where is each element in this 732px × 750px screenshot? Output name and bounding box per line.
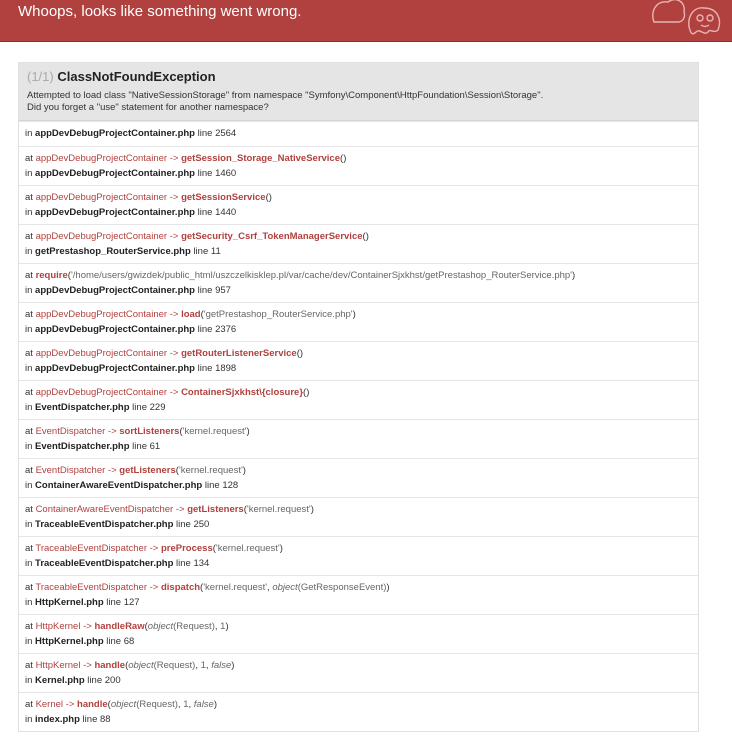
trace-line-number: 2376 <box>215 324 237 335</box>
trace-line-number: 2564 <box>215 128 237 139</box>
trace-row <box>19 614 698 653</box>
trace-class: EventDispatcher <box>35 465 106 476</box>
trace-at-label: at <box>25 621 36 632</box>
trace-line-label: line <box>194 168 216 179</box>
trace-row <box>19 419 698 458</box>
trace-row <box>19 121 698 146</box>
trace-line-number: 88 <box>100 714 111 725</box>
trace-arg: 'kernel.request' <box>182 426 247 437</box>
trace-arrow: -> <box>173 504 188 515</box>
trace-location <box>25 517 692 532</box>
trace-row <box>19 341 698 380</box>
trace-row <box>19 458 698 497</box>
trace-method: preProcess <box>160 543 213 554</box>
trace-method: getSession_Storage_NativeService <box>181 153 341 164</box>
trace-arg-class: (Request) <box>153 660 196 671</box>
trace-row <box>19 536 698 575</box>
trace-arg-sep: , <box>177 699 184 710</box>
trace-row <box>19 224 698 263</box>
trace-arg: 'kernel.request' <box>215 543 280 554</box>
trace-paren-open: ( <box>340 153 344 164</box>
trace-paren-open: ( <box>144 621 148 632</box>
trace-call <box>25 615 692 634</box>
trace-file: HttpKernel.php <box>35 636 104 647</box>
trace-class: appDevDebugProjectContainer <box>35 309 168 320</box>
trace-arg-object: object <box>272 582 298 593</box>
trace-call <box>25 147 692 166</box>
trace-in-label: in <box>25 675 36 686</box>
page-title: Whoops, looks like something went wrong. <box>18 3 302 20</box>
trace-call <box>25 342 692 361</box>
trace-method: getSessionService <box>181 192 266 203</box>
trace-paren-close: ) <box>365 231 369 242</box>
trace-class: appDevDebugProjectContainer <box>35 192 168 203</box>
trace-line-label: line <box>129 441 150 452</box>
trace-row <box>19 653 698 692</box>
trace-arrow: -> <box>80 660 95 671</box>
trace-arrow: -> <box>167 309 182 320</box>
trace-paren-open: ( <box>303 387 307 398</box>
trace-line-number: 127 <box>123 597 140 608</box>
exception-message-line-2: Did you forget a "use" statement for another namespace? <box>27 102 269 113</box>
trace-call <box>25 264 692 283</box>
trace-line-label: line <box>202 480 223 491</box>
trace-line-label: line <box>84 675 105 686</box>
trace-line-number: 61 <box>149 441 161 452</box>
trace-class: HttpKernel <box>35 621 81 632</box>
trace-at-label: at <box>25 699 36 710</box>
trace-paren-close: ) <box>572 270 576 281</box>
trace-at-label: at <box>25 387 36 398</box>
trace-at-label: at <box>25 153 36 164</box>
trace-method: getListeners <box>119 465 176 476</box>
trace-class: appDevDebugProjectContainer <box>35 348 168 359</box>
trace-line-number: 250 <box>193 519 210 530</box>
trace-paren-open: ( <box>67 270 71 281</box>
trace-call <box>25 186 692 205</box>
trace-paren-open: ( <box>265 192 269 203</box>
trace-line-label: line <box>173 558 194 569</box>
trace-line-label: line <box>129 402 150 413</box>
trace-arg-object: object <box>147 621 174 632</box>
trace-paren-close: ) <box>268 192 272 203</box>
trace-arrow: -> <box>63 699 78 710</box>
trace-paren-open: ( <box>200 582 204 593</box>
trace-paren-close: ) <box>231 660 235 671</box>
trace-method: getRouterListenerService <box>181 348 297 359</box>
trace-method: handle <box>94 660 126 671</box>
trace-line-label: line <box>103 597 124 608</box>
trace-arg-sep: , <box>188 699 194 710</box>
trace-line-number: 134 <box>193 558 210 569</box>
trace-call <box>25 303 692 322</box>
trace-paren-open: ( <box>179 426 183 437</box>
trace-row <box>19 575 698 614</box>
trace-in-label: in <box>25 480 36 491</box>
trace-in-label: in <box>25 363 36 374</box>
trace-paren-close: ) <box>306 387 310 398</box>
trace-class: ContainerAwareEventDispatcher <box>35 504 174 515</box>
trace-paren-open: ( <box>296 348 300 359</box>
trace-file: TraceableEventDispatcher.php <box>35 519 174 530</box>
trace-class: TraceableEventDispatcher <box>35 582 147 593</box>
trace-at-label: at <box>25 465 36 476</box>
trace-location <box>25 556 692 571</box>
trace-in-label: in <box>25 597 36 608</box>
trace-location <box>25 400 692 415</box>
trace-at-label: at <box>25 543 36 554</box>
trace-arg: 'getPrestashop_RouterService.php' <box>203 309 353 320</box>
exception-count: (1/1) <box>27 69 54 84</box>
trace-call <box>25 225 692 244</box>
trace-arrow: -> <box>167 231 182 242</box>
trace-arg-class: (Request) <box>136 699 178 710</box>
trace-call <box>25 693 692 712</box>
trace-arg: 'kernel.request' <box>203 582 268 593</box>
trace-paren-close: ) <box>213 699 218 710</box>
trace-file: appDevDebugProjectContainer.php <box>35 207 195 218</box>
trace-in-label: in <box>25 402 36 413</box>
trace-call <box>25 381 692 400</box>
trace-location <box>25 673 692 688</box>
trace-arg-bool: false <box>211 660 232 671</box>
trace-location <box>25 244 692 259</box>
trace-paren-open: ( <box>175 465 179 476</box>
trace-location <box>25 595 692 610</box>
trace-paren-open: ( <box>200 309 204 320</box>
trace-file: EventDispatcher.php <box>35 402 130 413</box>
trace-arg-sep: , <box>267 582 273 593</box>
trace-location <box>25 283 692 298</box>
exception-title <box>27 69 690 84</box>
trace-in-label: in <box>25 168 36 179</box>
trace-at-label: at <box>25 231 36 242</box>
trace-location <box>25 712 692 727</box>
trace-at-label: at <box>25 309 36 320</box>
trace-at-label: at <box>25 504 36 515</box>
trace-line-label: line <box>103 636 124 647</box>
trace-in-label: in <box>25 246 36 257</box>
trace-line-label: line <box>194 285 216 296</box>
trace-row <box>19 380 698 419</box>
trace-location <box>25 205 692 220</box>
trace-arg-object: object <box>110 699 137 710</box>
trace-call <box>25 654 692 673</box>
trace-line-number: 1898 <box>215 363 237 374</box>
exception-block <box>18 62 699 732</box>
trace-arrow: -> <box>105 465 120 476</box>
trace-paren-close: ) <box>225 621 229 632</box>
trace-method: dispatch <box>160 582 201 593</box>
trace-in-label: in <box>25 207 36 218</box>
trace-class: EventDispatcher <box>35 426 106 437</box>
trace-file: appDevDebugProjectContainer.php <box>35 168 195 179</box>
trace-line-number: 229 <box>149 402 166 413</box>
trace-call <box>25 498 692 517</box>
trace-class: TraceableEventDispatcher <box>35 543 147 554</box>
trace-in-label: in <box>25 441 36 452</box>
trace-line-number: 200 <box>104 675 121 686</box>
trace-at-label: at <box>25 348 36 359</box>
trace-method: getListeners <box>187 504 244 515</box>
trace-in-label: in <box>25 324 36 335</box>
trace-in-label: in <box>25 519 36 530</box>
trace-arg: 'kernel.request' <box>246 504 311 515</box>
trace-file: getPrestashop_RouterService.php <box>35 246 191 257</box>
trace-paren-close: ) <box>343 153 347 164</box>
trace-file: HttpKernel.php <box>35 597 104 608</box>
trace-method: require <box>35 270 68 281</box>
trace-arg: 1 <box>183 699 189 710</box>
trace-class: appDevDebugProjectContainer <box>35 153 168 164</box>
trace-arg-class: (GetResponseEvent) <box>297 582 387 593</box>
trace-paren-close: ) <box>352 309 356 320</box>
trace-call <box>25 420 692 439</box>
trace-row <box>19 302 698 341</box>
trace-arg: 'kernel.request' <box>178 465 243 476</box>
trace-paren-open: ( <box>243 504 247 515</box>
trace-method: handleRaw <box>94 621 145 632</box>
trace-line-number: 11 <box>210 246 221 257</box>
trace-paren-open: ( <box>107 699 111 710</box>
trace-class: appDevDebugProjectContainer <box>35 231 168 242</box>
trace-row <box>19 146 698 185</box>
error-header <box>0 0 732 42</box>
trace-arrow: -> <box>167 153 182 164</box>
trace-line-label: line <box>173 519 194 530</box>
trace-line-label: line <box>194 324 216 335</box>
trace-line-label: line <box>79 714 100 725</box>
trace-method: ContainerSjxkhst\{closure} <box>181 387 304 398</box>
trace-file: index.php <box>35 714 80 725</box>
trace-at-label: at <box>25 270 36 281</box>
trace-paren-close: ) <box>386 582 390 593</box>
trace-row <box>19 263 698 302</box>
trace-line-number: 1440 <box>215 207 237 218</box>
trace-arg-sep: , <box>205 660 212 671</box>
trace-call <box>25 576 692 595</box>
trace-line-label: line <box>194 363 216 374</box>
trace-call <box>25 459 692 478</box>
trace-arrow: -> <box>105 426 120 437</box>
trace-arg-class: (Request) <box>173 621 215 632</box>
trace-call <box>25 537 692 556</box>
trace-arg-object: object <box>128 660 154 671</box>
trace-file: appDevDebugProjectContainer.php <box>35 324 195 335</box>
trace-arg-bool: false <box>193 699 214 710</box>
trace-line-label: line <box>194 128 216 139</box>
trace-line-number: 128 <box>222 480 239 491</box>
trace-arrow: -> <box>167 387 182 398</box>
trace-at-label: at <box>25 426 36 437</box>
trace-location <box>25 439 692 454</box>
exception-header <box>19 63 698 121</box>
trace-location <box>25 634 692 649</box>
trace-file: Kernel.php <box>35 675 85 686</box>
trace-at-label: at <box>25 582 36 593</box>
trace-paren-close: ) <box>310 504 314 515</box>
trace-arg: 1 <box>220 621 226 632</box>
trace-paren-open: ( <box>212 543 216 554</box>
exception-message <box>27 90 690 114</box>
trace-arrow: -> <box>80 621 95 632</box>
trace-paren-close: ) <box>242 465 246 476</box>
exception-message-line-1: Attempted to load class "NativeSessionStorage" from namespace "Symfony\Component\HttpFoundation\Session\Storage". <box>27 90 544 101</box>
trace-line-number: 1460 <box>215 168 237 179</box>
trace-line-label: line <box>194 207 216 218</box>
trace-row <box>19 692 698 731</box>
trace-paren-open: ( <box>125 660 129 671</box>
trace-arg-sep: , <box>214 621 221 632</box>
trace-at-label: at <box>25 192 36 203</box>
trace-location <box>25 478 692 493</box>
trace-line-number: 68 <box>123 636 135 647</box>
trace-location <box>25 322 692 337</box>
trace-in-label: in <box>25 285 36 296</box>
trace-file: TraceableEventDispatcher.php <box>35 558 174 569</box>
trace-location <box>25 166 692 181</box>
trace-method: sortListeners <box>119 426 180 437</box>
exception-name: ClassNotFoundException <box>57 69 216 84</box>
trace-file: appDevDebugProjectContainer.php <box>35 128 195 139</box>
trace-class: HttpKernel <box>35 660 81 671</box>
trace-at-label: at <box>25 660 36 671</box>
trace-arg: '/home/users/gwizdek/public_html/uszczelkisklep.pl/var/cache/dev/ContainerSjxkhst/getPrestashop_RouterService.php' <box>70 270 572 281</box>
trace-paren-open: ( <box>362 231 366 242</box>
trace-method: load <box>181 309 201 320</box>
trace-in-label: in <box>25 558 36 569</box>
trace-file: EventDispatcher.php <box>35 441 130 452</box>
trace-arg: 1 <box>200 660 206 671</box>
trace-arrow: -> <box>146 543 161 554</box>
stack-trace <box>19 121 698 731</box>
trace-location <box>25 361 692 376</box>
trace-paren-close: ) <box>279 543 283 554</box>
trace-class: Kernel <box>35 699 64 710</box>
trace-method: getSecurity_Csrf_TokenManagerService <box>181 231 363 242</box>
trace-arg-sep: , <box>195 660 201 671</box>
trace-row <box>19 185 698 224</box>
trace-arrow: -> <box>167 192 182 203</box>
trace-paren-close: ) <box>246 426 250 437</box>
trace-arrow: -> <box>146 582 161 593</box>
trace-paren-close: ) <box>299 348 304 359</box>
trace-file: appDevDebugProjectContainer.php <box>35 363 195 374</box>
trace-row <box>19 497 698 536</box>
trace-in-label: in <box>25 128 36 139</box>
ghost-mascot-icon <box>646 0 726 38</box>
trace-line-number: 957 <box>215 285 231 296</box>
trace-line-label: line <box>190 246 211 257</box>
trace-arrow: -> <box>167 348 182 359</box>
trace-class: appDevDebugProjectContainer <box>35 387 168 398</box>
trace-in-label: in <box>25 636 36 647</box>
trace-file: ContainerAwareEventDispatcher.php <box>35 480 203 491</box>
trace-method: handle <box>77 699 108 710</box>
trace-in-label: in <box>25 714 36 725</box>
trace-file: appDevDebugProjectContainer.php <box>35 285 195 296</box>
